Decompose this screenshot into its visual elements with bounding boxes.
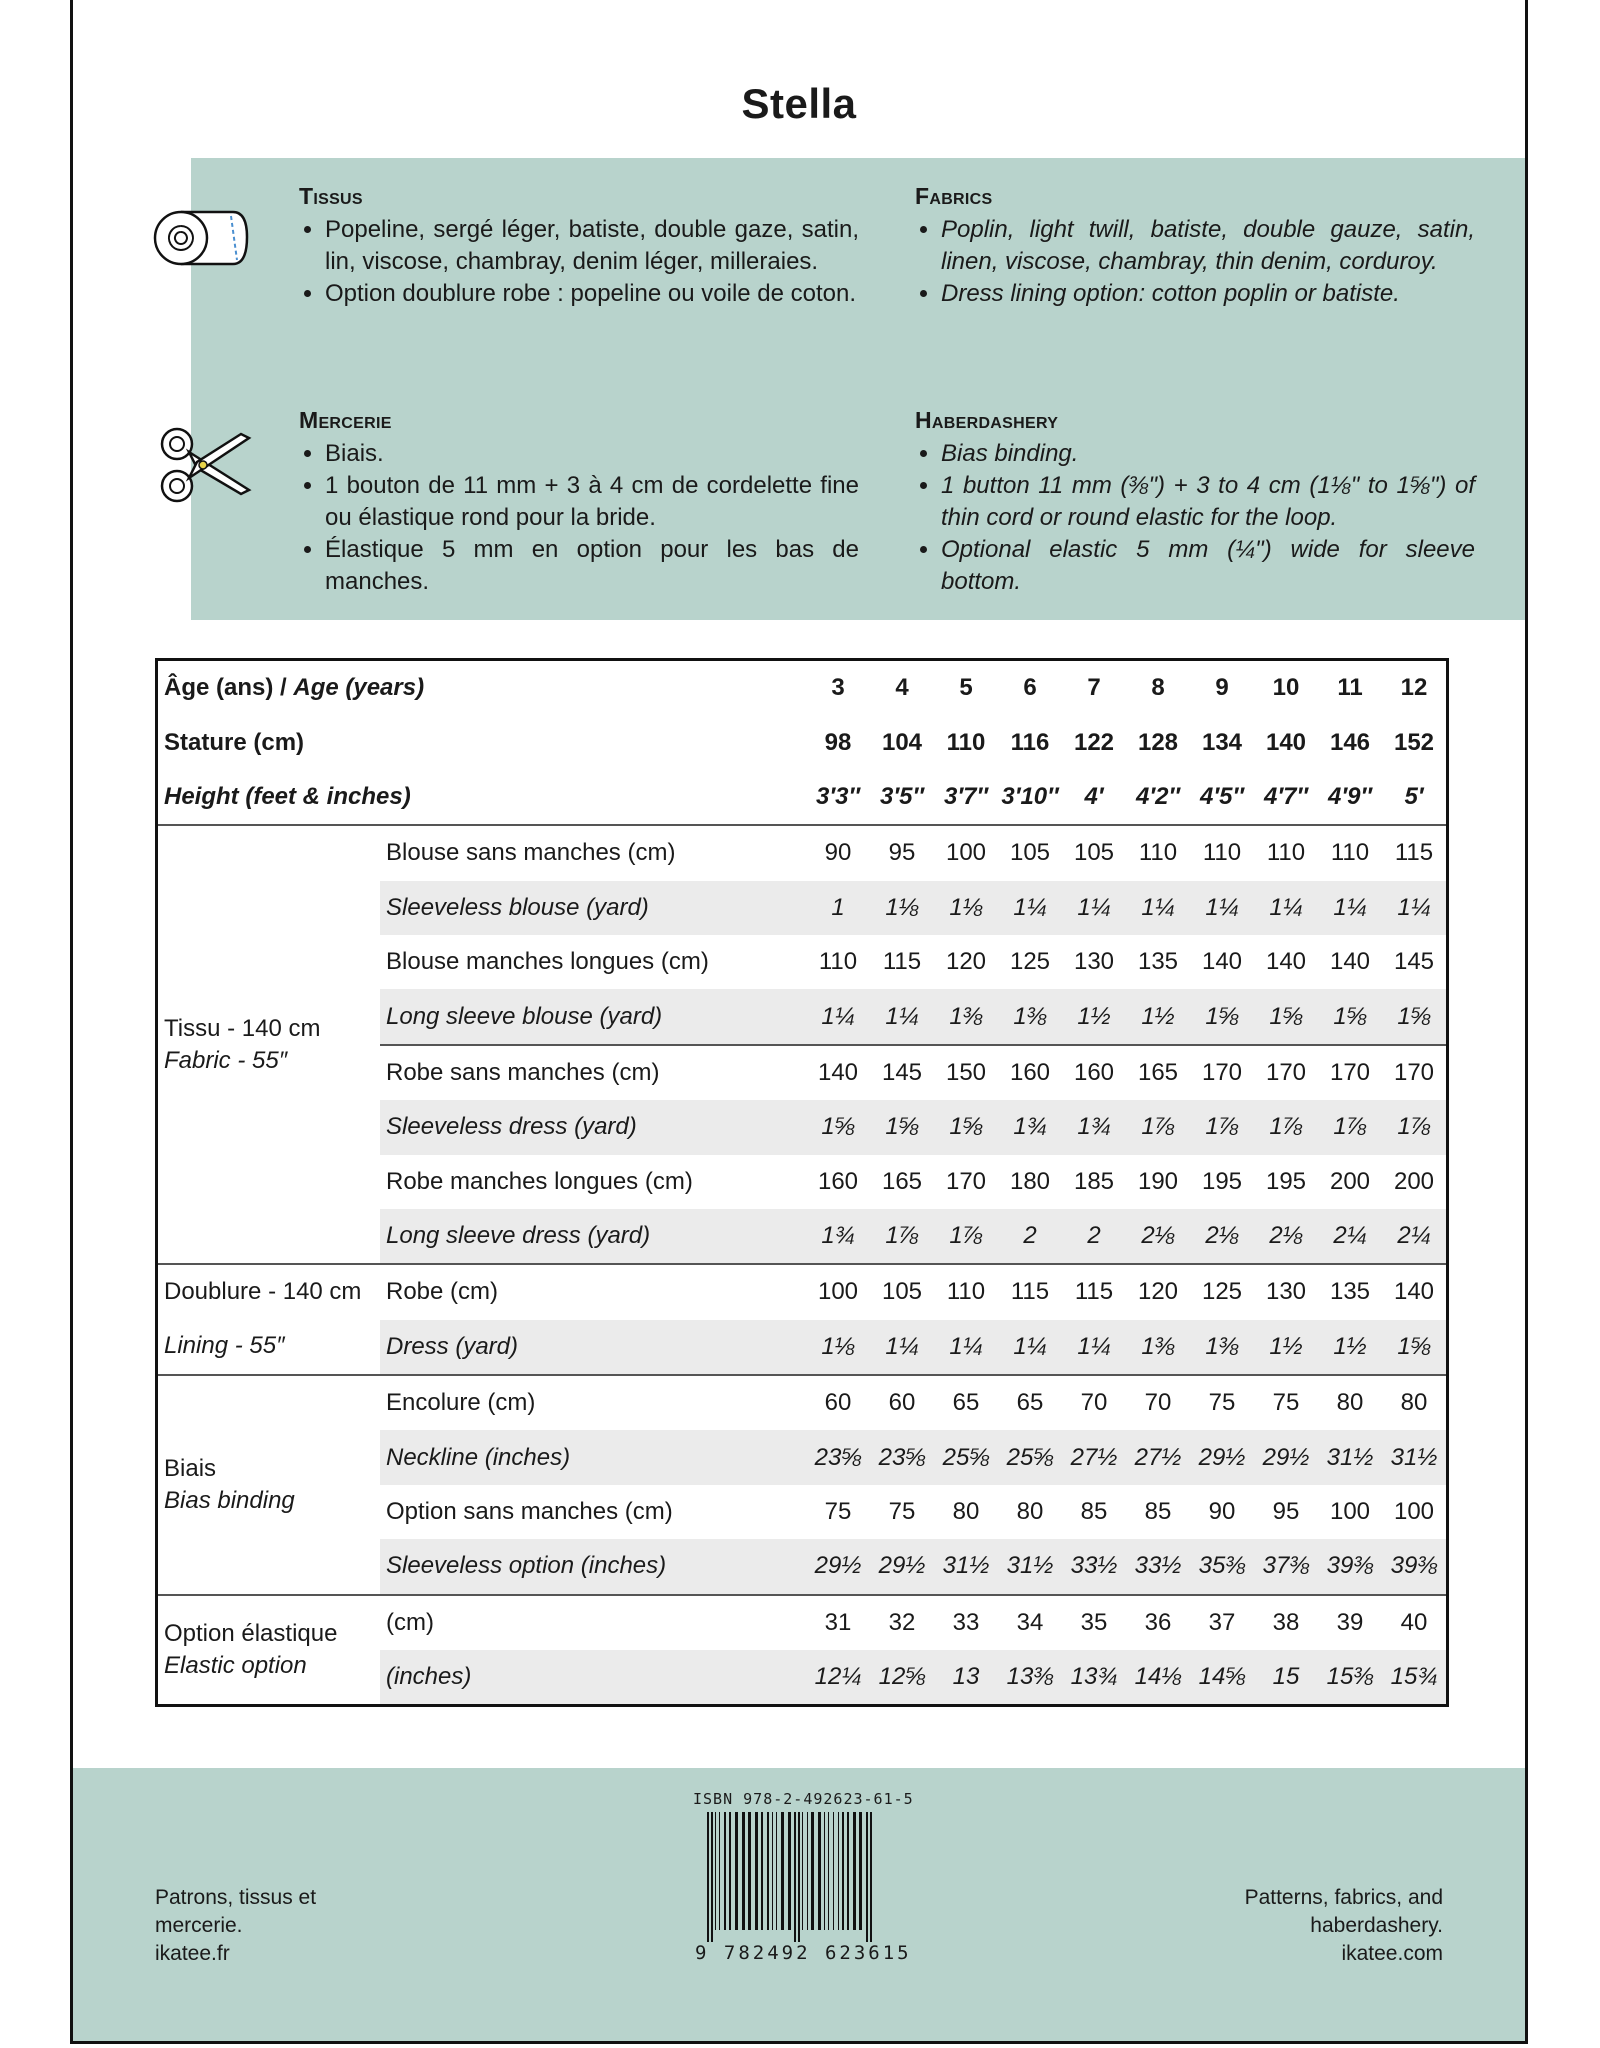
fabrics-fr-item: • Option doublure robe : popeline ou voile de coton. [325,278,859,310]
table-cell: 37 [1190,1595,1254,1650]
table-cell: 104 [881,728,923,756]
barcode-bar [842,1812,844,1930]
table-cell: 110 [946,728,986,756]
barcode-bar [807,1812,808,1930]
table-cell: 15 [1254,1650,1318,1706]
barcode-bar [748,1812,751,1930]
table-cell: 1¼ [870,989,934,1044]
table-cell: 140 [1265,948,1307,976]
table-cell: 1⅝ [934,1100,998,1154]
barcode-bar [794,1812,796,1942]
pattern-back-cover [70,0,1528,2044]
age-label-fr: Âge (ans) / [164,674,294,702]
barcode-bar [767,1812,769,1930]
yardage-table [155,658,1449,1707]
table-cell: 165 [881,1167,923,1195]
table-cell: 39⅜ [1382,1539,1448,1594]
table-cell: 134 [1201,728,1243,756]
table-cell: 1½ [1126,989,1190,1044]
isbn-label: ISBN 978-2-492623-61-5 [693,1790,914,1808]
table-cell: 95 [870,825,934,880]
table-cell: 1⅝ [1190,989,1254,1044]
barcode-bar [838,1812,839,1930]
barcode-bar [742,1812,745,1930]
table-cell: 3′5″ [880,782,924,810]
table-cell: 11 [1337,674,1363,702]
table-cell: 85 [1080,1498,1108,1526]
table-cell: 160 [817,1167,859,1195]
table-cell: 1¼ [998,1320,1062,1375]
group-label-en: Bias binding [164,1486,295,1514]
stature-row [157,715,1448,769]
table-cell: 110 [1254,825,1318,880]
haberdashery-fr-item: • Élastique 5 mm en option pour les bas de manches. [325,534,859,598]
table-cell: 1⅝ [870,1100,934,1154]
haberdashery-en-item: • Bias binding. [941,438,1475,470]
table-cell: 2⅛ [1254,1209,1318,1264]
table-cell: 135 [1137,948,1179,976]
barcode-bar [853,1812,856,1930]
fabrics-en-item: • Dress lining option: cotton poplin or batiste. [941,278,1475,310]
table-cell: 12⅝ [870,1650,934,1706]
row-label: Option sans manches (cm) [386,1498,673,1526]
table-cell: 1¼ [998,881,1062,935]
row-label: Dress (yard) [380,1320,806,1375]
table-cell: 146 [1329,728,1371,756]
table-cell: 1⅝ [1382,989,1448,1044]
table-cell: 170 [1190,1045,1254,1100]
table-cell: 1¼ [1062,881,1126,935]
table-cell: 195 [1265,1167,1307,1195]
table-cell: 80 [1382,1375,1448,1430]
table-cell: 1⅛ [806,1320,870,1375]
row-label: Robe (cm) [380,1264,806,1319]
table-cell: 170 [945,1167,987,1195]
table-cell: 1⅝ [1254,989,1318,1044]
table-cell: 1⅝ [1382,1320,1448,1375]
table-cell: 13⅜ [998,1650,1062,1706]
table-cell: 14⅛ [1126,1650,1190,1706]
footer-left [155,1884,316,1968]
row-label: Blouse sans manches (cm) [380,825,806,880]
table-cell: 120 [945,948,987,976]
table-cell: 1⅞ [934,1209,998,1264]
barcode-bar [729,1812,731,1930]
barcode-bar [798,1812,800,1942]
table-cell: 60 [870,1375,934,1430]
row-label: Blouse manches longues (cm) [386,948,709,976]
table-cell: 1¼ [806,989,870,1044]
table-cell: 1¼ [870,1320,934,1375]
table-cell: 190 [1137,1167,1179,1195]
table-cell: 170 [1382,1045,1448,1100]
table-cell: 5′ [1404,782,1424,810]
table-cell: 5 [959,674,973,702]
table-cell: 2 [998,1209,1062,1264]
table-cell: 37⅜ [1254,1539,1318,1594]
table-cell: 29½ [806,1539,870,1594]
haberdashery-en-item: • 1 button 11 mm (⅜") + 3 to 4 cm (1⅛" to 1⅝") of thin cord or round elastic for the loop. [941,470,1475,534]
table-cell: 29½ [870,1539,934,1594]
table-cell: 39⅜ [1318,1539,1382,1594]
fabrics-en-section [915,180,1475,310]
table-cell: 1⅝ [806,1100,870,1154]
table-cell: 110 [1318,825,1382,880]
row-label: Long sleeve dress (yard) [380,1209,806,1264]
footer-band [73,1768,1525,2044]
table-cell: 170 [1318,1045,1382,1100]
table-cell: 200 [1329,1167,1371,1195]
table-cell: 115 [1382,825,1448,880]
table-cell: 1⅞ [870,1209,934,1264]
table-cell: 100 [1393,1498,1435,1526]
row-label: Encolure (cm) [380,1375,806,1430]
table-cell: 25⅝ [934,1430,998,1484]
barcode-bar [719,1812,720,1930]
table-cell: 4′2″ [1136,782,1180,810]
table-cell: 98 [824,728,852,756]
table-cell: 100 [806,1264,870,1319]
table-cell: 160 [998,1045,1062,1100]
group-label-fr: Tissu - 140 cm [164,1014,321,1042]
table-cell: 1⅞ [1254,1100,1318,1154]
table-cell: 1⅞ [1190,1100,1254,1154]
table-cell: 7 [1087,674,1101,702]
group-label [157,1375,381,1595]
table-cell: 90 [806,825,870,880]
table-cell: 152 [1393,728,1435,756]
table-cell: 15¾ [1382,1650,1448,1706]
table-cell: 1¾ [806,1209,870,1264]
barcode-number: 9 782492 623615 [695,1942,912,1964]
table-cell: 80 [1318,1375,1382,1430]
table-cell: 1⅜ [1126,1320,1190,1375]
table-cell: 200 [1393,1167,1435,1195]
table-cell: 1⅜ [1190,1320,1254,1375]
table-cell: 12 [1400,674,1428,702]
table-cell: 115 [998,1264,1062,1319]
table-cell: 35⅜ [1190,1539,1254,1594]
table-cell: 122 [1073,728,1115,756]
table-cell: 1¼ [1382,881,1448,935]
table-cell: 110 [934,1264,998,1319]
table-cell: 2⅛ [1190,1209,1254,1264]
group-label-fr: Biais [164,1454,217,1482]
table-cell: 115 [1062,1264,1126,1319]
table-cell: 105 [870,1264,934,1319]
table-cell: 35 [1062,1595,1126,1650]
table-cell: 1½ [1318,1320,1382,1375]
barcode-bar [824,1812,825,1930]
table-cell: 1¼ [934,1320,998,1375]
table-cell: 150 [934,1045,998,1100]
table-cell: 1¼ [1126,881,1190,935]
table-cell: 25⅝ [998,1430,1062,1484]
barcode-bar [859,1812,862,1930]
table-cell: 145 [1393,948,1435,976]
table-cell: 31½ [998,1539,1062,1594]
table-cell: 1⅞ [1126,1100,1190,1154]
table-cell: 110 [1190,825,1254,880]
table-cell: 1½ [1062,989,1126,1044]
table-cell: 180 [1009,1167,1051,1195]
table-cell: 1¼ [1062,1320,1126,1375]
table-cell: 33 [934,1595,998,1650]
barcode-bar [788,1812,791,1930]
table-cell: 140 [1265,728,1307,756]
barcode-bar [755,1812,758,1930]
table-cell: 4′5″ [1200,782,1244,810]
table-cell: 27½ [1126,1430,1190,1484]
row-label: Robe sans manches (cm) [380,1045,806,1100]
stature-row-label: Stature (cm) [164,728,305,756]
fabrics-en-item: • Poplin, light twill, batiste, double gauze, satin, linen, viscose, chambray, thin denim, corduroy. [941,214,1475,278]
table-cell: 2⅛ [1126,1209,1190,1264]
table-cell: 23⅝ [806,1430,870,1484]
height-row-label: Height (feet & inches) [164,782,411,810]
table-cell: 80 [952,1498,980,1526]
table-cell: 2¼ [1318,1209,1382,1264]
haberdashery-fr-heading: Mercerie [299,407,392,433]
row-label: (cm) [380,1595,806,1650]
height-row [157,770,1448,825]
table-cell: 75 [888,1498,916,1526]
barcode-bar [724,1812,726,1930]
table-cell: 145 [870,1045,934,1100]
table-cell: 165 [1126,1045,1190,1100]
table-cell: 100 [1329,1498,1371,1526]
row-label: Sleeveless option (inches) [380,1539,806,1594]
table-cell: 95 [1272,1498,1300,1526]
group-label-en: Fabric - 55″ [164,1046,288,1074]
table-cell: 14⅝ [1190,1650,1254,1706]
table-cell: 4′9″ [1328,782,1372,810]
table-cell: 1⅜ [934,989,998,1044]
table-cell: 1⅛ [870,881,934,935]
table-cell: 29½ [1254,1430,1318,1484]
table-cell: 31½ [1382,1430,1448,1484]
haberdashery-fr-section [299,404,859,598]
barcode-bar [711,1812,713,1942]
table-cell: 1⅝ [1318,989,1382,1044]
table-cell: 65 [934,1375,998,1430]
age-row [157,660,1448,716]
haberdashery-en-section [915,404,1475,598]
table-cell: 70 [1126,1375,1190,1430]
table-cell: 120 [1126,1264,1190,1319]
barcode-bar [735,1812,738,1930]
table-cell: 1½ [1254,1320,1318,1375]
table-cell: 70 [1062,1375,1126,1430]
fabrics-fr-section [299,180,859,310]
table-cell: 1⅞ [1318,1100,1382,1154]
table-row [157,1264,1448,1319]
age-row-label [157,660,807,716]
table-cell: 110 [818,948,858,976]
table-cell: 140 [1329,948,1371,976]
group-label [157,825,381,1264]
table-cell: 140 [1382,1264,1448,1319]
table-row [157,825,1448,880]
table-cell: 75 [1254,1375,1318,1430]
table-cell: 3′7″ [944,782,988,810]
table-cell: 29½ [1190,1430,1254,1484]
haberdashery-en-item: • Optional elastic 5 mm (¼") wide for sleeve bottom. [941,534,1475,598]
fabric-roll-icon [151,192,251,282]
scissors-icon [157,420,257,510]
barcode-bar [781,1812,784,1930]
fabrics-en-heading: Fabrics [915,183,993,209]
group-label [157,1264,381,1375]
barcode-bar [802,1812,803,1930]
table-cell: 115 [882,948,922,976]
table-cell: 90 [1208,1498,1236,1526]
table-cell: 1¼ [1190,881,1254,935]
table-cell: 1¾ [998,1100,1062,1154]
table-cell: 160 [1062,1045,1126,1100]
row-label: Sleeveless blouse (yard) [380,881,806,935]
table-cell: 80 [1016,1498,1044,1526]
footer-left-tagline-1: Patrons, tissus et [155,1886,317,1909]
footer-right [1245,1884,1443,1968]
group-label-en: Lining - 55″ [164,1332,285,1360]
group-label [157,1595,381,1706]
table-cell: 130 [1073,948,1115,976]
footer-right-tagline-1: Patterns, fabrics, and [1244,1886,1443,1909]
haberdashery-fr-item: • 1 bouton de 11 mm + 3 à 4 cm de cordelette fine ou élastique rond pour la bride. [325,470,859,534]
table-cell: 32 [870,1595,934,1650]
table-cell: 60 [806,1375,870,1430]
table-cell: 4′ [1084,782,1104,810]
table-cell: 135 [1318,1264,1382,1319]
table-row [157,1375,1448,1430]
age-label-en: Age (years) [293,674,425,702]
footer-left-tagline-2: mercerie. [155,1914,243,1937]
table-cell: 31 [806,1595,870,1650]
table-cell: 2 [1062,1209,1126,1264]
barcode-bar [772,1812,773,1930]
table-cell: 4′7″ [1264,782,1308,810]
table-cell: 1⅛ [934,881,998,935]
table-cell: 170 [1254,1045,1318,1100]
barcode-bar [776,1812,777,1930]
table-cell: 10 [1272,674,1300,702]
group-label-en: Elastic option [164,1652,307,1680]
barcode-bar [833,1812,834,1930]
table-cell: 38 [1254,1595,1318,1650]
table-cell: 39 [1318,1595,1382,1650]
table-cell: 185 [1073,1167,1115,1195]
table-cell: 140 [806,1045,870,1100]
table-cell: 1 [806,881,870,935]
barcode-bar [715,1812,716,1930]
group-label-fr: Option élastique [164,1620,338,1648]
table-cell: 116 [1010,728,1050,756]
row-label: Neckline (inches) [380,1430,806,1484]
table-cell: 36 [1126,1595,1190,1650]
row-label: Sleeveless dress (yard) [380,1100,806,1154]
table-cell: 9 [1215,674,1229,702]
table-cell: 34 [998,1595,1062,1650]
row-label: (inches) [380,1650,806,1706]
table-cell: 1¼ [1254,881,1318,935]
barcode-bar [707,1812,709,1942]
table-cell: 1⅞ [1382,1100,1448,1154]
haberdashery-en-heading: Haberdashery [915,407,1059,433]
table-cell: 33½ [1126,1539,1190,1594]
table-cell: 2¼ [1382,1209,1448,1264]
table-cell: 1¾ [1062,1100,1126,1154]
barcode-bar [866,1812,868,1942]
table-cell: 31½ [934,1539,998,1594]
fabrics-fr-heading: Tissus [299,183,363,209]
table-cell: 3′10″ [1001,782,1059,810]
table-cell: 33½ [1062,1539,1126,1594]
table-cell: 3 [831,674,845,702]
group-label-fr: Doublure - 140 cm [164,1278,362,1306]
table-cell: 110 [1126,825,1190,880]
table-cell: 23⅝ [870,1430,934,1484]
table-cell: 65 [998,1375,1062,1430]
table-row [157,1595,1448,1650]
fabrics-fr-item: • Popeline, sergé léger, batiste, double gaze, satin, lin, viscose, chambray, denim léger, milleraies. [325,214,859,278]
table-cell: 130 [1254,1264,1318,1319]
barcode-bar [811,1812,814,1930]
table-cell: 128 [1137,728,1179,756]
footer-right-website: ikatee.com [1341,1942,1443,1965]
barcode-bar [818,1812,821,1930]
table-cell: 4 [895,674,909,702]
table-cell: 125 [1009,948,1051,976]
table-cell: 85 [1144,1498,1172,1526]
table-cell: 125 [1190,1264,1254,1319]
table-cell: 6 [1023,674,1037,702]
footer-right-tagline-2: haberdashery. [1310,1914,1443,1937]
table-cell: 1⅜ [998,989,1062,1044]
table-cell: 40 [1382,1595,1448,1650]
table-cell: 31½ [1318,1430,1382,1484]
table-cell: 195 [1201,1167,1243,1195]
barcode-icon [701,1812,901,1942]
table-cell: 105 [1062,825,1126,880]
barcode-bar [828,1812,829,1930]
table-cell: 75 [824,1498,852,1526]
table-cell: 100 [934,825,998,880]
table-cell: 75 [1190,1375,1254,1430]
table-cell: 1¼ [1318,881,1382,935]
barcode-bar [847,1812,849,1930]
table-cell: 12¼ [806,1650,870,1706]
table-cell: 140 [1201,948,1243,976]
row-label: Robe manches longues (cm) [386,1167,693,1195]
row-label: Long sleeve blouse (yard) [380,989,806,1044]
footer-left-website: ikatee.fr [155,1942,230,1965]
page-title: Stella [741,80,857,127]
barcode-bar [870,1812,872,1942]
table-cell: 3′3″ [816,782,860,810]
haberdashery-fr-item: • Biais. [325,438,859,470]
barcode-bar [761,1812,763,1930]
table-cell: 13¾ [1062,1650,1126,1706]
table-cell: 105 [998,825,1062,880]
table-cell: 27½ [1062,1430,1126,1484]
table-cell: 15⅜ [1318,1650,1382,1706]
table-cell: 13 [934,1650,998,1706]
table-cell: 8 [1151,674,1165,702]
